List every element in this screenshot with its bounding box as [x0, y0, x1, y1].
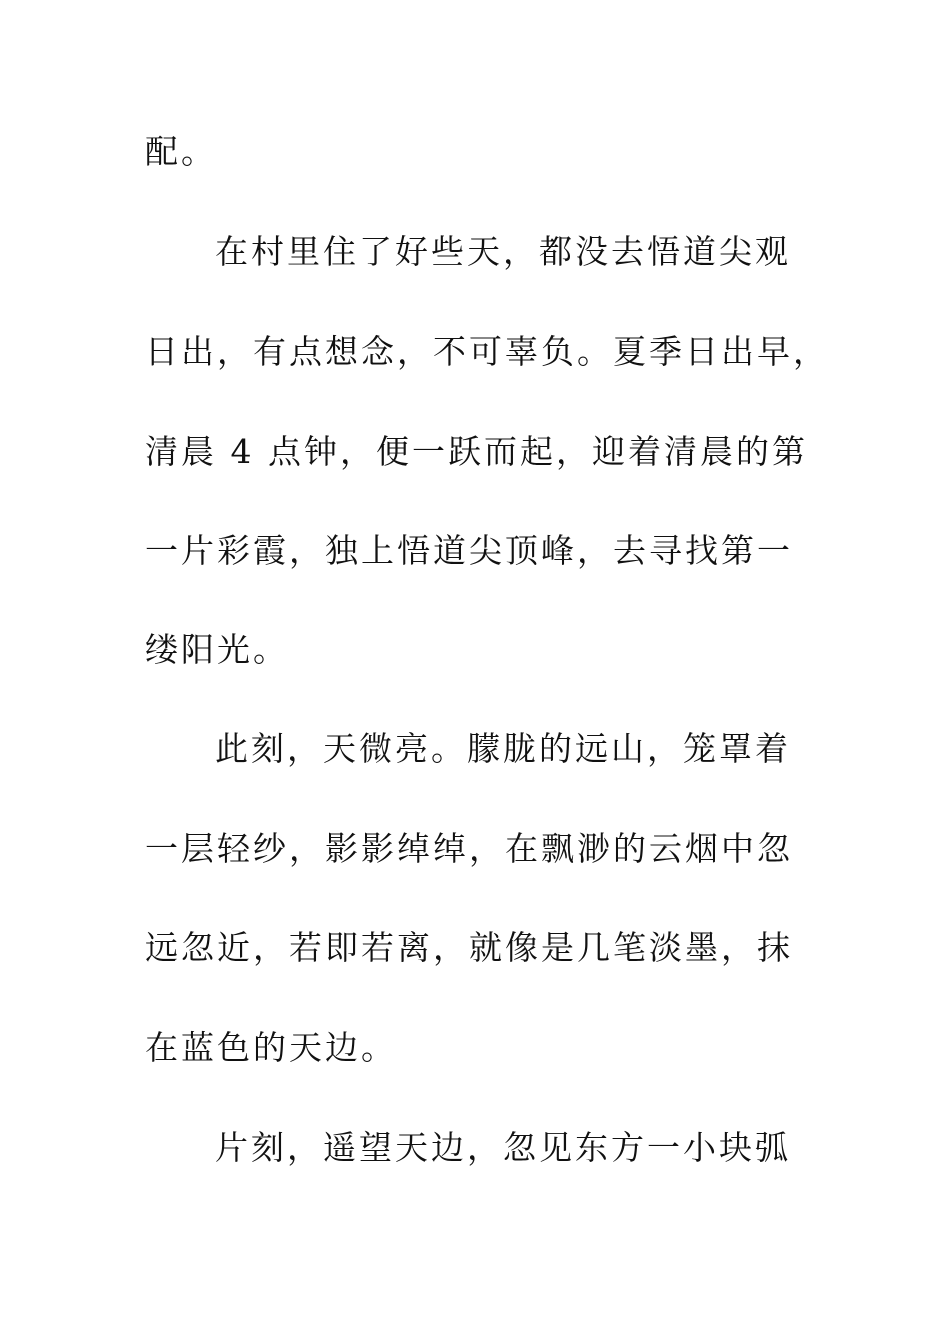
paragraph-first-line: 在村里住了好些天，都没去悟道尖观 — [215, 232, 791, 271]
text-line: 缕阳光。 — [145, 630, 289, 669]
paragraph-first-line: 片刻，遥望天边，忽见东方一小块弧 — [215, 1128, 791, 1167]
text-line: 清晨 4 点钟，便一跃而起，迎着清晨的第 — [145, 432, 808, 471]
text-line: 远忽近，若即若离，就像是几笔淡墨，抹 — [145, 928, 793, 967]
text-line: 配。 — [145, 132, 217, 171]
text-line: 一片彩霞，独上悟道尖顶峰，去寻找第一 — [145, 531, 793, 570]
text-line: 在蓝色的天边。 — [145, 1028, 397, 1067]
paragraph-first-line: 此刻，天微亮。朦胧的远山，笼罩着 — [215, 729, 791, 768]
text-line: 一层轻纱，影影绰绰，在飘渺的云烟中忽 — [145, 829, 793, 868]
text-line: 日出，有点想念，不可辜负。夏季日出早， — [145, 332, 829, 371]
